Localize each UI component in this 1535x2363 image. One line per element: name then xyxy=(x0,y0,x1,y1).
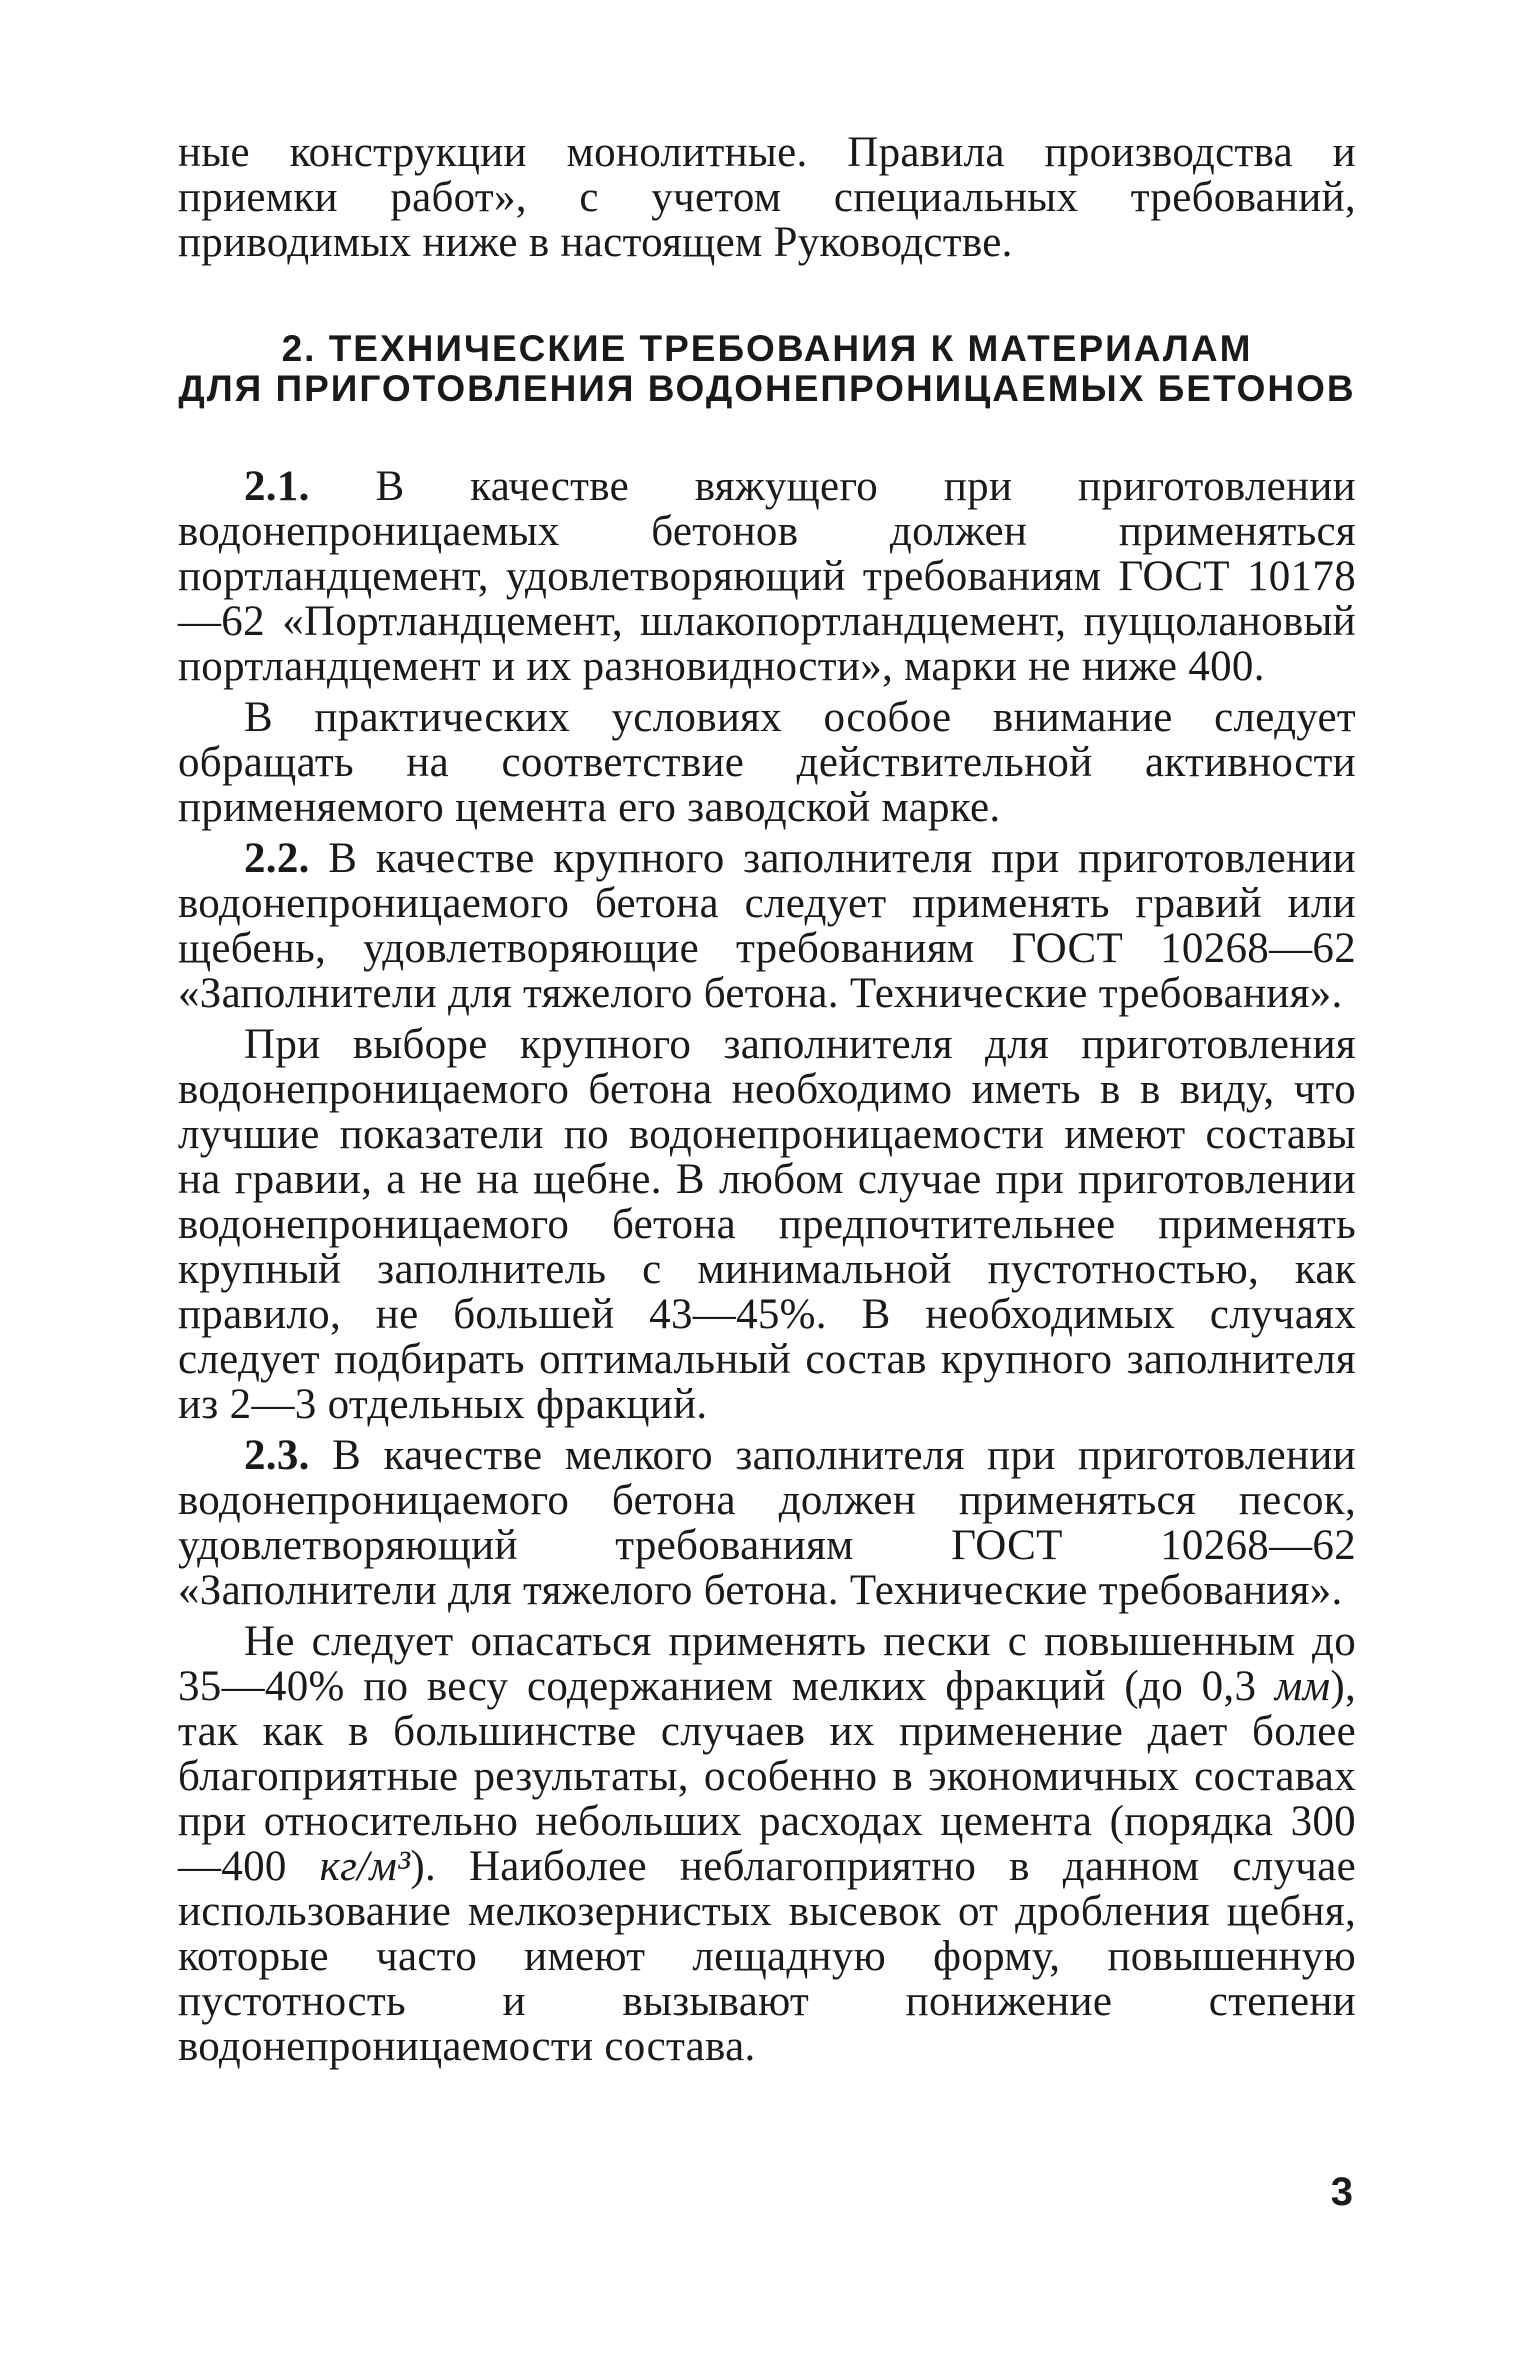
document-page xyxy=(178,130,1356,2069)
paragraph-text: В качестве мелкого заполнителя при приготовлении водонепроницаемого бетона должен применяться песок, удовлетворяющий требованиям ГОСТ 10268—62 «Заполнители для тяжелого бетона. Технические требования». xyxy=(178,1432,1356,1614)
paragraph-number: 2.2. xyxy=(244,835,310,882)
paragraph-2-2 xyxy=(178,836,1356,1016)
intro-paragraph: ные конструкции монолитные. Правила производства и приемки работ», с учетом специальных требований, приводимых ниже в настоящем Руководстве. xyxy=(178,129,1356,266)
paragraph-number: 2.3. xyxy=(244,1432,310,1479)
unit-text: кг/м³ xyxy=(319,1843,411,1890)
paragraph-number: 2.1. xyxy=(244,463,310,510)
paragraph-text: В качестве вяжущего при приготовлении водонепроницаемых бетонов должен применяться портландцемент, удовлетворяющий требованиям ГОСТ 10178—62 «Портландцемент, шлакопортландцемент, пуццолановый портландцемент и их разновидности», марки не ниже 400. xyxy=(178,463,1356,690)
paragraph-2-2-continued: При выборе крупного заполнителя для приготовления водонепроницаемого бетона необходимо иметь в в виду, что лучшие показатели по водонепроницаемости имеют составы на гравии, а не на щебне. В любом случае при приготовлении водонепроницаемого бетона предпочтительнее применять крупный заполнитель с минимальной пустотностью, как правило, не большей 43—45%. В необходимых случаях следует подбирать оптимальный состав крупного заполнителя из 2—3 отдельных фракций. xyxy=(178,1021,1356,1428)
paragraph-text: В качестве крупного заполнителя при приготовлении водонепроницаемого бетона следует применять гравий или щебень, удовлетворяющие требованиям ГОСТ 10268—62 «Заполнители для тяжелого бетона. Технические требования». xyxy=(178,835,1356,1017)
paragraph-text-part: ), так как в большинстве случаев их применение дает более благоприятные результаты, особенно в экономичных составах при относительно небольших расходах цемента (порядка 300—400 xyxy=(178,1663,1356,1890)
paragraph-2-3 xyxy=(178,1433,1356,1613)
page-number: 3 xyxy=(1330,2170,1353,2214)
paragraph-text-part: ). Наиболее неблагоприятно в данном случае использование мелкозернистых высевок от дробления щебня, которые часто имеют лещадную форму, повышенную пустотность и вызывают понижение степени водонепроницаемости состава. xyxy=(178,1843,1356,2070)
paragraph-2-1-continued: В практических условиях особое внимание следует обращать на соответствие действительной активности применяемого цемента его заводской марке. xyxy=(178,694,1356,831)
paragraph-2-3-continued xyxy=(178,1619,1356,2069)
paragraph-2-1 xyxy=(178,464,1356,689)
unit-text: мм xyxy=(1274,1663,1331,1710)
section-heading-line-2: ДЛЯ ПРИГОТОВЛЕНИЯ ВОДОНЕПРОНИЦАЕМЫХ БЕТОНОВ xyxy=(178,368,1356,409)
section-heading-line-1: 2. ТЕХНИЧЕСКИЕ ТРЕБОВАНИЯ К МАТЕРИАЛАМ xyxy=(281,328,1253,369)
section-heading xyxy=(178,329,1356,409)
paragraph-text-part: Не следует опасаться применять пески с повышенным до 35—40% по весу содержанием мелких фракций (до 0,3 xyxy=(178,1618,1356,1710)
